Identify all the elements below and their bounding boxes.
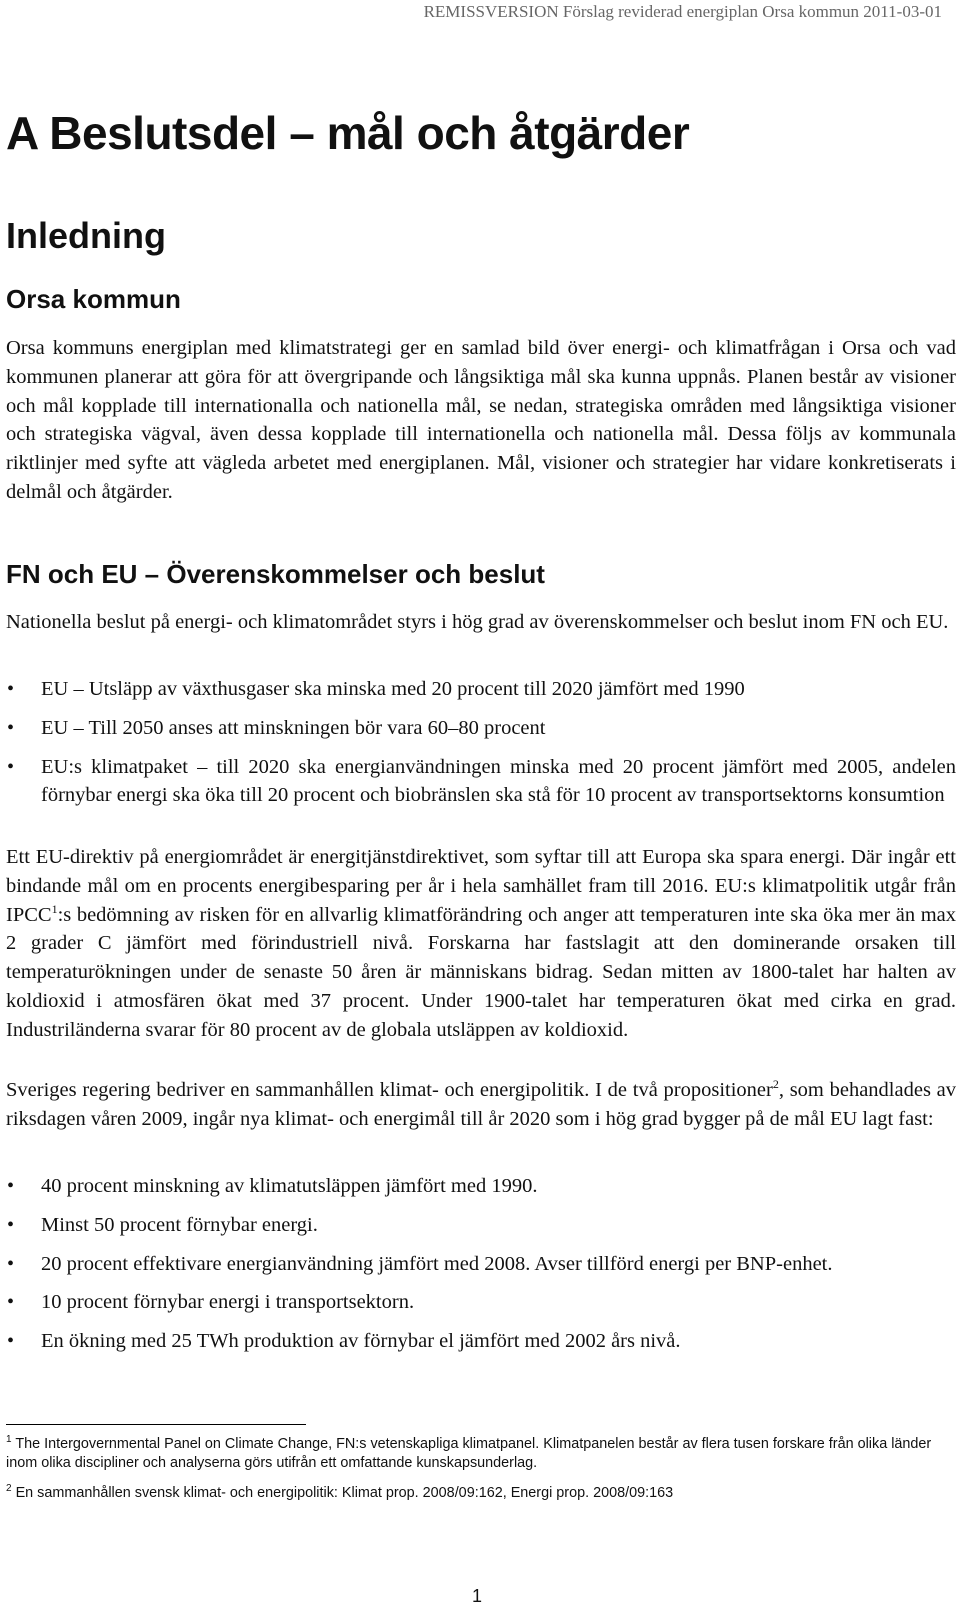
list-item <box>6 1327 956 1356</box>
footnote-text: En sammanhållen svensk klimat- och energipolitik: Klimat prop. 2008/09:162, Energi prop. 2008/09:163 <box>15 1485 674 1501</box>
page-number: 1 <box>472 1586 483 1606</box>
subheading-orsa-kommun: Orsa kommun <box>6 284 181 314</box>
footnote-text: The Intergovernmental Panel on Climate Change, FN:s vetenskapliga klimatpanel. Klimatpanelen består av flera tusen forskare från olika länder inom olika discipliner och analyserna görs utifrån ett omfattande kunskapsunderlag. <box>6 1436 932 1471</box>
section-heading-inledning: Inledning <box>6 215 166 256</box>
sweden-policy-paragraph <box>6 1076 956 1134</box>
bullet-icon: • <box>7 716 15 739</box>
main-heading: A Beslutsdel – mål och åtgärder <box>6 107 690 159</box>
fn-eu-intro-paragraph: Nationella beslut på energi- och klimatområdet styrs i hög grad av överenskommelser och beslut inom FN och EU. <box>6 611 949 633</box>
eu-directive-text-end: :s bedömning av risken för en allvarlig klimatförändring och anger att temperaturen inte ska öka mer än max 2 grader C jämfört med förindustriell nivå. Forskarna har fastslagit att den dominerande orsaken till temperaturökningen under de senaste 50 åren är människans bidrag. Sedan mitten av 1800-talet har halten av koldioxid i atmosfären ökat med 37 procent. Under 1900-talet har temperaturen ökat med cirka en grad. Industriländerna svarar för 80 procent av de globala utsläppen av koldioxid. <box>6 903 956 1041</box>
list-item <box>6 1288 956 1317</box>
list-item <box>6 714 956 743</box>
list-item-text: EU:s klimatpaket – till 2020 ska energianvändningen minska med 20 procent jämfört med 2005, andelen förnybar energi ska öka till 20 procent och biobränslen ska stå för 10 procent av transportsektorns konsumtion <box>41 755 956 807</box>
running-header: REMISSVERSION Förslag reviderad energiplan Orsa kommun 2011-03-01 <box>423 2 942 21</box>
bullet-icon: • <box>7 1213 15 1236</box>
footnote-divider <box>6 1424 306 1425</box>
sweden-text-end: , som behandlades av riksdagen våren 2009, ingår nya klimat- och energimål till år 2020 som i hög grad bygger på de mål EU lagt fast: <box>6 1079 957 1130</box>
list-item-text: 20 procent effektivare energianvändning jämfört med 2008. Avser tillförd energi per BNP-enhet. <box>41 1252 833 1275</box>
list-item <box>6 1172 956 1201</box>
list-item-text: EU – Till 2050 anses att minskningen bör vara 60–80 procent <box>41 716 546 739</box>
list-item <box>6 1250 956 1279</box>
bullet-icon: • <box>7 1252 15 1275</box>
bullet-icon: • <box>7 1175 15 1197</box>
list-item <box>6 675 956 704</box>
footnote-ref-2[interactable]: 2 <box>772 1077 779 1091</box>
footnote-number: 2 <box>6 1483 12 1494</box>
list-item-text: En ökning med 25 TWh produktion av förnybar el jämfört med 2002 års nivå. <box>41 1330 681 1353</box>
eu-directive-text-start: Ett EU-direktiv på energiområdet är energitjänstdirektivet, som syftar till att Europa ska spara energi. Där ingår ett bindande mål om en procents energibesparing per år i hela samhället fram till 2016. EU:s klimatpolitik utgår från IPCC <box>6 846 956 926</box>
sweden-goals-list <box>6 1172 956 1366</box>
bullet-icon: • <box>7 1330 15 1353</box>
footnote-1 <box>6 1435 956 1473</box>
list-item <box>6 753 956 811</box>
subheading-fn-eu: FN och EU – Överenskommelser och beslut <box>6 559 545 589</box>
list-item-text: EU – Utsläpp av växthusgaser ska minska med 20 procent till 2020 jämfört med 1990 <box>41 678 745 700</box>
footnote-ref-1[interactable]: 1 <box>51 901 58 916</box>
list-item-text: Minst 50 procent förnybar energi. <box>41 1213 318 1236</box>
footnote-2 <box>6 1484 956 1503</box>
bullet-icon: • <box>7 755 15 778</box>
list-item-text: 10 procent förnybar energi i transportsektorn. <box>41 1291 415 1314</box>
footnote-number: 1 <box>6 1434 12 1445</box>
list-item-text: 40 procent minskning av klimatutsläppen jämfört med 1990. <box>41 1175 538 1197</box>
eu-directive-paragraph <box>6 843 956 1045</box>
orsa-paragraph: Orsa kommuns energiplan med klimatstrategi ger en samlad bild över energi- och klimatfrågan i Orsa och vad kommunen planerar att göra för att övergripande och långsiktiga mål ska kunna uppnås. Planen består av visioner och mål kopplade till internationalla och nationella mål, se nedan, strategiska områden med långsiktiga visioner och strategiska vägval, även dessa kopplade till internationella och nationella mål. Dessa följs av kommunala riktlinjer med syfte att vägleda arbetet med energiplanen. Mål, visioner och strategier har vidare konkretiserats i delmål och åtgärder. <box>6 337 956 503</box>
bullet-icon: • <box>7 678 15 700</box>
eu-goals-list <box>6 675 956 820</box>
list-item <box>6 1211 956 1240</box>
bullet-icon: • <box>7 1291 15 1314</box>
sweden-text-start: Sveriges regering bedriver en sammanhållen klimat- och energipolitik. I de två propositioner <box>6 1079 773 1101</box>
